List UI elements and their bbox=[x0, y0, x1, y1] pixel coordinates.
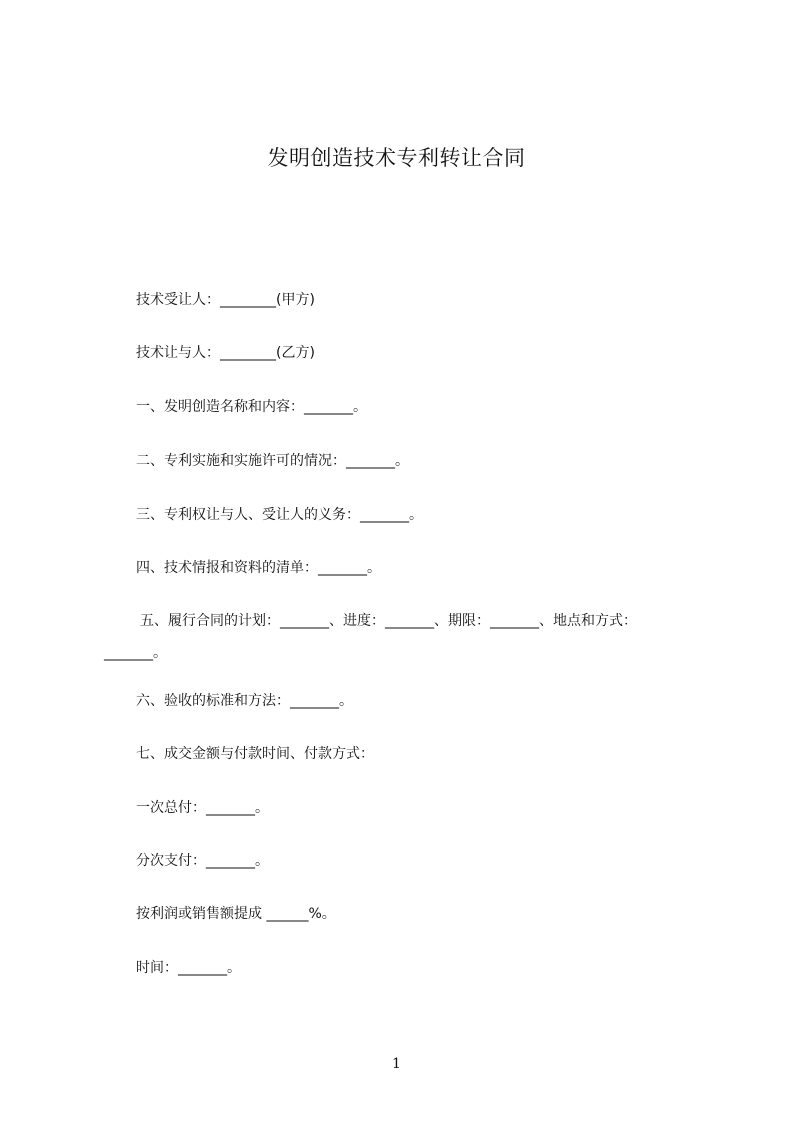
clause-5 bbox=[104, 611, 704, 663]
page-number: 1 bbox=[392, 1056, 401, 1072]
clause-5-line-1: 五、履行合同的计划：_______、进度：_______、期限：_______、地点和方式： bbox=[140, 613, 637, 629]
payment-lump-sum: 一次总付：_______。 bbox=[136, 800, 269, 816]
payment-time: 时间：_______。 bbox=[136, 960, 241, 976]
clause-3: 三、专利权让与人、受让人的义务：_______。 bbox=[136, 507, 423, 523]
payment-installments: 分次支付：_______。 bbox=[136, 853, 269, 869]
document-title: 发明创造技术专利转让合同 bbox=[267, 146, 526, 170]
clause-1: 一、发明创造名称和内容：_______。 bbox=[136, 399, 367, 415]
clause-4: 四、技术情报和资料的清单：_______。 bbox=[136, 560, 381, 576]
clause-5-line-2: _______。 bbox=[104, 645, 167, 661]
clause-7: 七、成交金额与付款时间、付款方式： bbox=[136, 746, 374, 762]
assignor-line: 技术让与人：________(乙方) bbox=[136, 345, 315, 361]
payment-percentage: 按利润或销售额提成 ______%。 bbox=[136, 906, 336, 922]
assignee-line: 技术受让人：________(甲方) bbox=[136, 292, 315, 308]
clause-2: 二、专利实施和实施许可的情况：_______。 bbox=[136, 453, 409, 469]
clause-6: 六、验收的标准和方法：_______。 bbox=[136, 693, 353, 709]
